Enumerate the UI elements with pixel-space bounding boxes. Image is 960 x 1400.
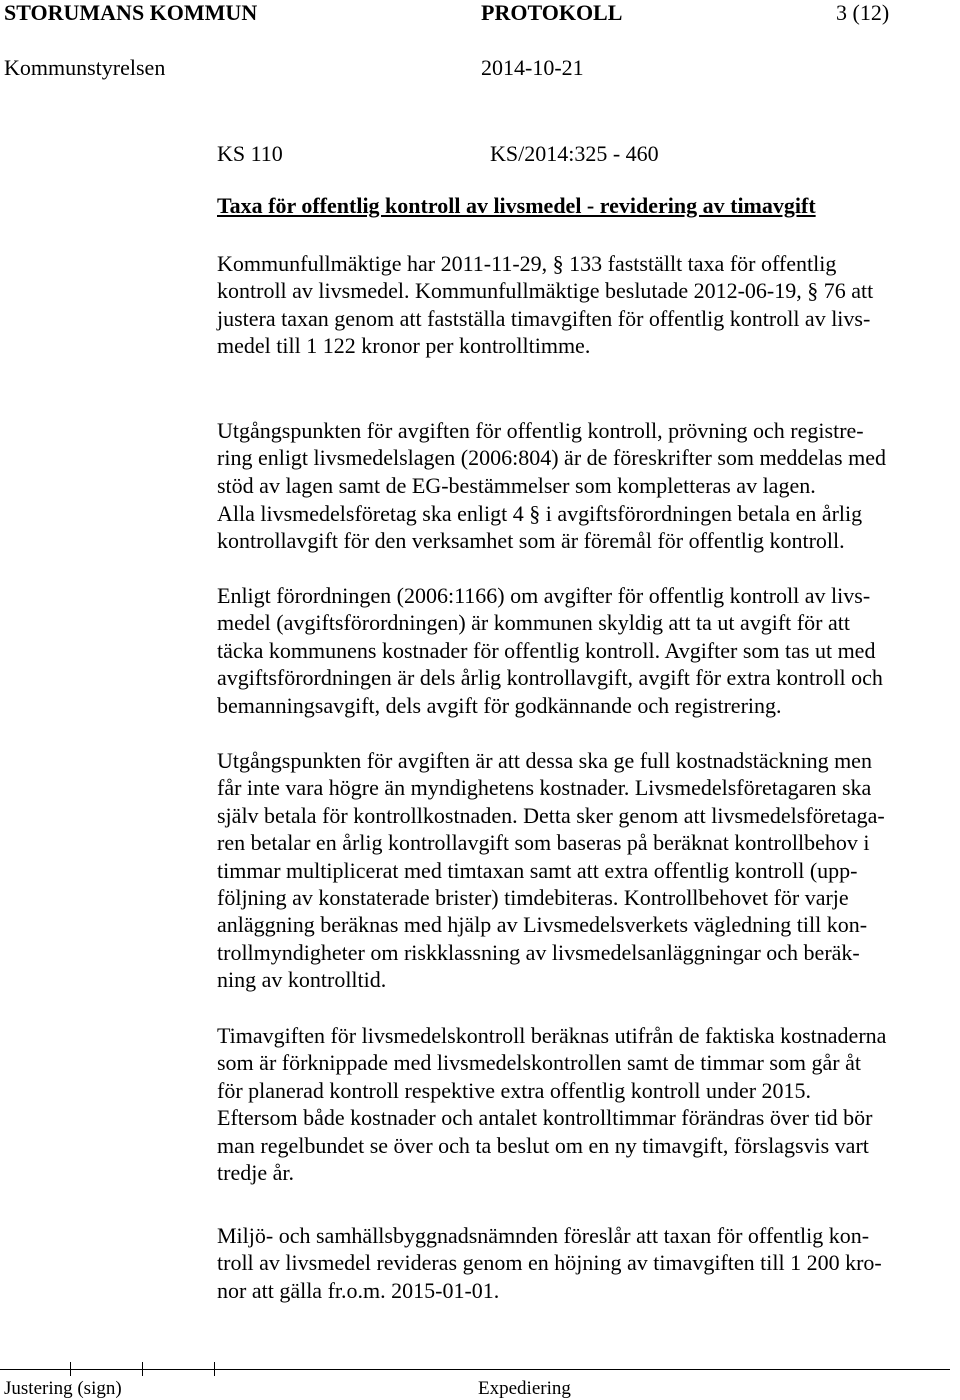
paragraph-line: Utgångspunkten för avgiften är att dessa ska ge full kostnadstäckning men [217,748,872,773]
paragraph-line: kontroll av livsmedel. Kommunfullmäktige beslutade 2012-06-19, § 76 att [217,278,874,304]
paragraph-line: Miljö- och samhällsbyggnadsnämnden föreslår att taxan för offentlig kon- [217,1223,870,1248]
body-name: Kommunstyrelsen [4,55,166,80]
paragraph-line: själv betala för kontrollkostnaden. Detta sker genom att livsmedelsföretaga- [217,802,885,828]
paragraph-line: tredje år. [217,1160,294,1185]
case-title: Taxa för offentlig kontroll av livsmedel - revidering av timavgift [217,193,816,218]
paragraph-line: nor att gälla fr.o.m. 2015-01-01. [217,1277,500,1303]
paragraph-line: troll av livsmedel revideras genom en höjning av timavgiften till 1 200 kro- [217,1250,882,1276]
signature-box [144,1362,215,1376]
paragraph-line: Timavgiften för livsmedelskontroll beräknas utifrån de faktiska kostnaderna [217,1023,887,1048]
paragraph-line: som är förknippade med livsmedelskontrollen samt de timmar som går åt [217,1050,861,1076]
meeting-date: 2014-10-21 [481,55,584,80]
paragraph-line: ring enligt livsmedelslagen (2006:804) är de föreskrifter som meddelas med [217,445,886,471]
paragraph-line: täcka kommunens kostnader för offentlig kontroll. Avgifter som tas ut med [217,637,876,663]
paragraph-line: Kommunfullmäktige har 2011-11-29, § 133 fastställt taxa för offentlig [217,251,837,276]
paragraph-line: anläggning beräknas med hjälp av Livsmedelsverkets vägledning till kon- [217,912,868,938]
dispatch-label: Expediering [478,1378,571,1399]
paragraph-line: ren betalar en årlig kontrollavgift som baseras på beräknat kontrollbehov i [217,830,870,856]
paragraph-line: Utgångspunkten för avgiften för offentlig kontroll, prövning och registre- [217,418,864,443]
case-number: KS 110 [217,141,283,166]
signature-label: Justering (sign) [4,1378,122,1399]
paragraph-line: Enligt förordningen (2006:1166) om avgifter för offentlig kontroll av livs- [217,583,871,608]
paragraph-line: Eftersom både kostnader och antalet kontrolltimmar förändras över tid bör [217,1105,873,1131]
paragraph-line: justera taxan genom att fastställa timavgiften för offentlig kontroll av livs- [217,305,871,331]
document-type: PROTOKOLL [481,0,623,25]
paragraph-line: för planerad kontroll respektive extra offentlig kontroll under 2015. [217,1077,812,1103]
paragraph-line: medel (avgiftsförordningen) är kommunen skyldig att ta ut avgift för att [217,610,850,636]
paragraph-line: följning av konstaterade brister) timdebiteras. Kontrollbehovet för varje [217,885,849,910]
page-number: 3 (12) [836,0,890,25]
signature-box [72,1362,143,1376]
paragraph-line: stöd av lagen samt de EG-bestämmelser som kompletteras av lagen. [217,472,816,498]
paragraph-line: man regelbundet se över och ta beslut om en ny timavgift, förslagsvis vart [217,1132,869,1158]
diary-number: KS/2014:325 - 460 [490,141,659,166]
paragraph-line: bemanningsavgift, dels avgift för godkännande och registrering. [217,692,782,718]
paragraph-line: kontrollavgift för den verksamhet som är föremål för offentlig kontroll. [217,528,845,554]
paragraph-line: trollmyndigheter om riskklassning av livsmedelsanläggningar och beräk- [217,939,860,965]
paragraph-line: avgiftsförordningen är dels årlig kontrollavgift, avgift för extra kontroll och [217,665,883,691]
paragraph-line: timmar multiplicerat med timtaxan samt att extra offentlig kontroll (upp- [217,857,858,883]
paragraph-line: ning av kontrolltid. [217,967,387,993]
paragraph-line: får inte vara högre än myndighetens kostnader. Livsmedelsföretagaren ska [217,775,872,801]
signature-box [0,1362,71,1376]
paragraph-line: medel till 1 122 kronor per kontrolltimme. [217,333,591,359]
municipality-name: STORUMANS KOMMUN [4,0,258,25]
paragraph-line: Alla livsmedelsföretag ska enligt 4 § i avgiftsförordningen betala en årlig [217,501,863,526]
